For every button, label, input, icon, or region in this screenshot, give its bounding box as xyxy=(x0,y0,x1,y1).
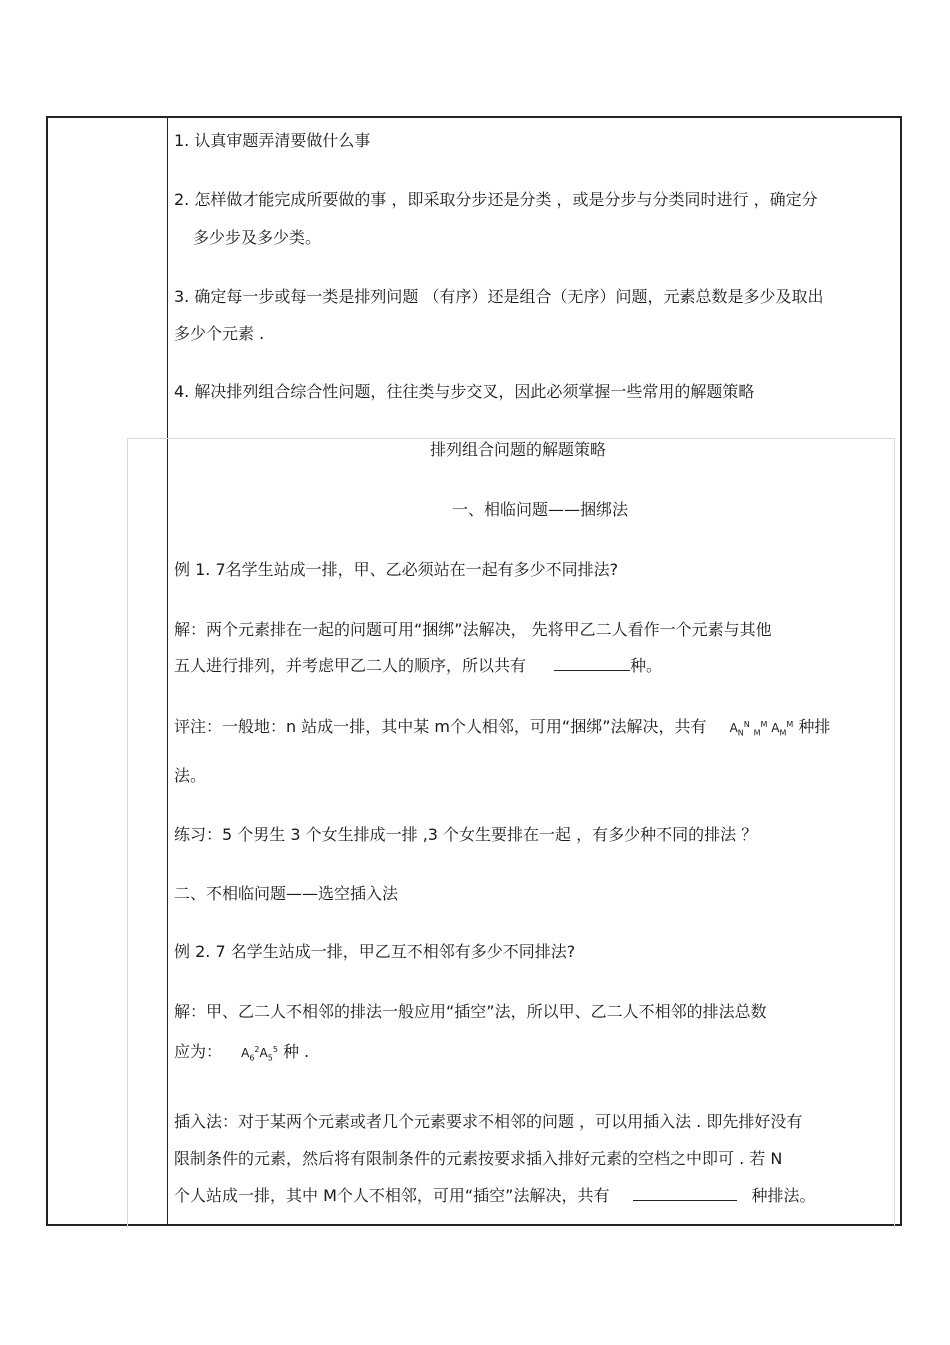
section-1-heading: 一、相临问题——捆绑法 xyxy=(452,500,629,519)
answer-blank-2[interactable] xyxy=(633,1186,737,1201)
note-1-suffix: 种排 xyxy=(798,717,831,736)
insert-suffix: 种排法。 xyxy=(751,1186,816,1205)
solution-1-line-2 xyxy=(174,656,662,676)
step-2: 2. 怎样做才能完成所要做的事 ，即采取分步还是分类 ，或是分步与分类同时进行 ，确定分 xyxy=(174,190,818,209)
step-1: 1. 认真审题弄清要做什么事 xyxy=(174,131,371,150)
note-1-text: 评注：一般地：n 站成一排，其中某 m个人相邻，可用“捆绑”法解决，共有 xyxy=(174,717,707,736)
step-4: 4. 解决排列组合综合性问题，往往类与步交叉，因此必须掌握一些常用的解题策略 xyxy=(174,382,755,401)
solution-1-line-1: 解：两个元素排在一起的问题可用“捆绑”法解决， 先将甲乙二人看作一个元素与其他 xyxy=(174,620,772,639)
note-1-line-2: 法。 xyxy=(174,766,207,785)
step-3: 3. 确定每一步或每一类是排列问题 （有序）还是组合（无序）问题，元素总数是多少及取出 xyxy=(174,287,824,306)
solution-2-line-1: 解：甲、乙二人不相邻的排法一般应用“插空”法，所以甲、乙二人不相邻的排法总数 xyxy=(174,1002,767,1021)
practice-1: 练习：5 个男生 3 个女生排成一排 ,3 个女生要排在一起 ，有多少种不同的排法 ？ xyxy=(174,825,758,844)
insert-line-3 xyxy=(174,1186,816,1206)
step-3-cont: 多少个元素 . xyxy=(174,324,265,343)
note-1-line-1 xyxy=(174,715,830,743)
insert-line-2: 限制条件的元素，然后将有限制条件的元素按要求插入排好元素的空档之中即可 . 若 N xyxy=(174,1149,783,1168)
step-2-cont: 多少步及多少类。 xyxy=(193,228,322,247)
solution-2-suffix: 种 . xyxy=(283,1042,310,1061)
solution-1-suffix: 种。 xyxy=(630,656,663,675)
insert-text: 个人站成一排，其中 M个人不相邻，可用“插空”法解决，共有 xyxy=(174,1186,610,1205)
example-1: 例 1. 7名学生站成一排，甲、乙必须站在一起有多少不同排法? xyxy=(174,560,619,579)
formula-a-nn-mm-mm: $A_N^N$ $_M^M$ $A_M^M$ xyxy=(729,720,794,738)
formula-a6-2-a5-5: $A_6^2A_5^5$ xyxy=(241,1045,278,1063)
example-2: 例 2. 7 名学生站成一排，甲乙互不相邻有多少不同排法? xyxy=(174,942,576,961)
section-2-heading: 二、不相临问题——选空插入法 xyxy=(174,884,399,903)
solution-1-text: 五人进行排列，并考虑甲乙二人的顺序，所以共有 xyxy=(174,656,527,675)
solution-2-text: 应为： xyxy=(174,1042,223,1061)
solution-2-line-2 xyxy=(174,1040,309,1068)
insert-line-1: 插入法：对于某两个元素或者几个元素要求不相邻的问题 ，可以用插入法 . 即先排好没有 xyxy=(174,1112,803,1131)
box-title: 排列组合问题的解题策略 xyxy=(430,440,607,459)
answer-blank-1[interactable] xyxy=(554,656,630,671)
